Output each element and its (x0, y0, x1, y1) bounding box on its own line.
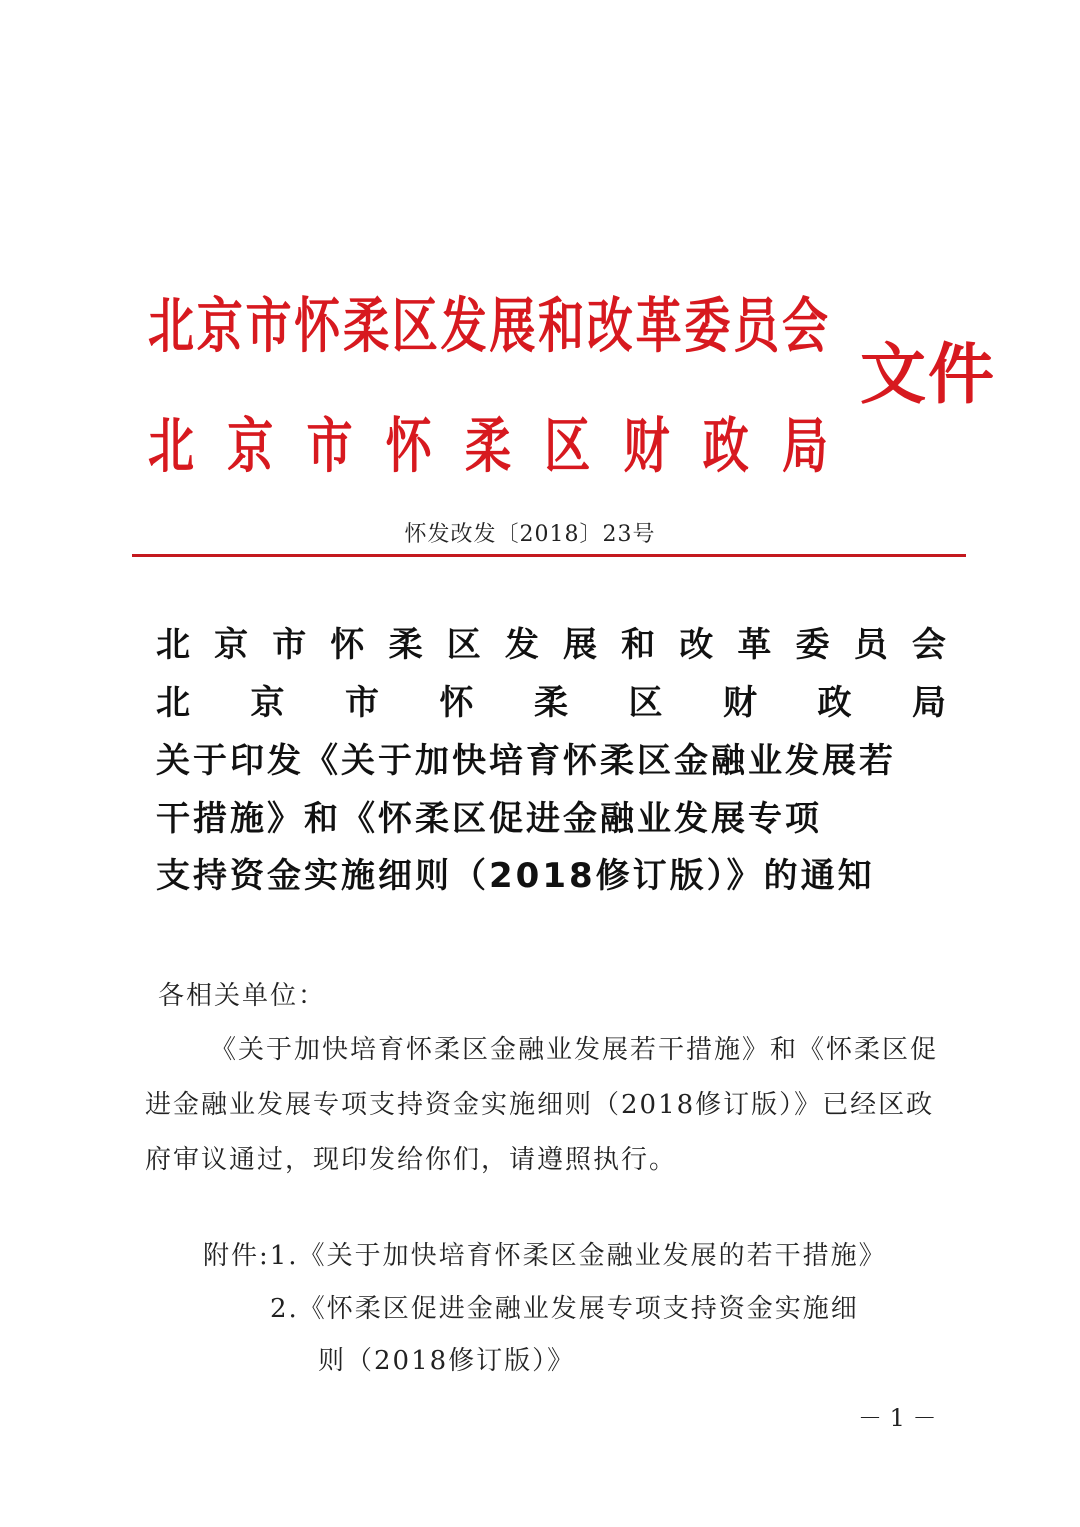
document-number (0, 524, 1080, 546)
title-char: 革 (737, 625, 772, 665)
title-char: 北 (156, 683, 190, 723)
salutation: 各相关单位： (158, 981, 327, 1011)
title-char: 京 (214, 625, 249, 665)
letterhead-issuer-2 (148, 410, 828, 481)
letterhead-char: 柔 (343, 290, 390, 361)
letterhead-char: 北 (148, 290, 194, 361)
title-char: 会 (911, 625, 946, 665)
letterhead-char: 发 (440, 290, 487, 361)
title-char: 和 (621, 625, 656, 665)
title-char: 区 (628, 683, 663, 723)
letterhead-char: 京 (227, 410, 274, 481)
title-char: 展 (562, 625, 597, 665)
title-line-4: 干措施》和《怀柔区促进金融业发展专项 (156, 799, 822, 839)
letterhead-char: 委 (684, 290, 731, 361)
letterhead-char: 革 (635, 290, 682, 361)
letterhead-char: 怀 (385, 410, 432, 481)
title-char: 发 (504, 625, 539, 665)
letterhead-char: 区 (391, 290, 438, 361)
letterhead-char: 市 (245, 290, 292, 361)
letterhead-char: 财 (623, 410, 670, 481)
attachment-item-2-continued: 则（2018修订版）》 (318, 1346, 576, 1376)
red-separator-rule (132, 554, 966, 557)
letterhead-char: 怀 (294, 290, 341, 361)
title-char: 柔 (534, 683, 568, 723)
letterhead-document-suffix: 文件 (860, 336, 996, 413)
title-char: 柔 (388, 625, 423, 665)
title-line-3: 关于印发《关于加快培育怀柔区金融业发展若 (156, 741, 896, 781)
title-line-5: 支持资金实施细则（2018修订版）》的通知 (156, 856, 875, 896)
title-char: 怀 (330, 625, 365, 665)
letterhead-char: 京 (196, 290, 243, 361)
title-char: 市 (345, 683, 379, 723)
letterhead-char: 员 (733, 290, 780, 361)
title-char: 委 (795, 625, 830, 665)
title-line-issuer-2 (156, 683, 946, 723)
body-paragraph-line: 府审议通过，现印发给你们，请遵照执行。 (145, 1145, 678, 1175)
letterhead-issuer-1 (148, 290, 828, 361)
attachment-item-2: 2.《怀柔区促进金融业发展专项支持资金实施细 (270, 1294, 859, 1324)
title-char: 财 (723, 683, 757, 723)
body-paragraph-line: 进金融业发展专项支持资金实施细则（2018修订版）》已经区政 (145, 1090, 935, 1120)
letterhead-char: 改 (586, 290, 633, 361)
title-char: 京 (250, 683, 285, 723)
attachment-item-1: 附件:1.《关于加快培育怀柔区金融业发展的若干措施》 (203, 1241, 887, 1271)
title-char: 区 (446, 625, 481, 665)
letterhead-char: 展 (489, 290, 536, 361)
title-char: 怀 (439, 683, 474, 723)
title-char: 改 (679, 625, 714, 665)
title-char: 北 (156, 625, 190, 665)
letterhead-char: 和 (538, 290, 585, 361)
letterhead-char: 局 (782, 410, 828, 481)
document-number-text: 怀发改发〔2018〕23号 (404, 522, 656, 547)
page-number: － 1 － (858, 1404, 937, 1432)
letterhead-char: 北 (148, 410, 194, 481)
title-char: 局 (912, 683, 946, 723)
letterhead-char: 区 (544, 410, 591, 481)
title-char: 员 (853, 625, 888, 665)
letterhead-char: 市 (306, 410, 353, 481)
body-paragraph-line: 《关于加快培育怀柔区金融业发展若干措施》和《怀柔区促 (210, 1035, 939, 1065)
title-char: 市 (272, 625, 307, 665)
title-line-issuer-1 (156, 625, 946, 665)
letterhead-char: 政 (702, 410, 749, 481)
letterhead-char: 会 (781, 290, 828, 361)
title-char: 政 (817, 683, 852, 723)
letterhead-char: 柔 (465, 410, 511, 481)
